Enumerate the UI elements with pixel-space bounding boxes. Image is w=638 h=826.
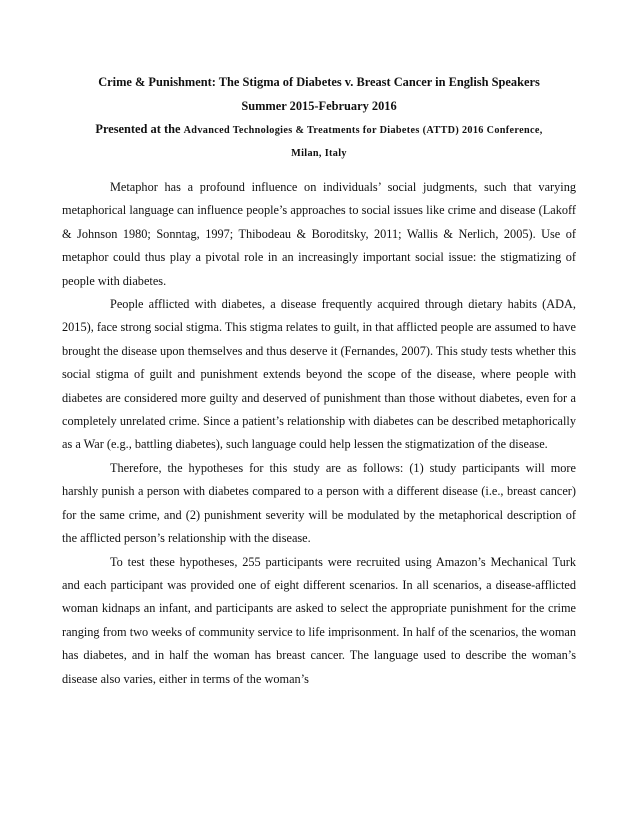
paragraph: To test these hypotheses, 255 participants were recruited using Amazon’s Mechanical Turk and each participant was provided one of eight different scenarios. In all scenarios, a disease-afflicted woman kidnaps an infant, and participants are asked to select the appropriate punishment for the crime ranging from two weeks of community service to life imprisonment. In half of the scenarios, the woman has diabetes, and in half the woman has breast cancer. The language used to describe the woman’s disease also varies, either in terms of the woman’s — [62, 554, 576, 686]
conference-location: Milan, Italy — [291, 148, 347, 159]
presented-prefix: Presented at the — [95, 122, 184, 136]
title-separator: : — [211, 75, 216, 89]
document-body — [62, 176, 576, 691]
paragraph: Therefore, the hypotheses for this study are as follows: (1) study participants will more harshly punish a person with diabetes compared to a person with a different disease (i.e., breast cancer) for the same crime, and (2) punishment severity will be modulated by the metaphorical description of the afflicted person’s relationship with the disease. — [62, 460, 576, 546]
conference-name: Advanced Technologies & Treatments for Diabetes (ATTD) 2016 Conference, — [183, 125, 543, 136]
document-header — [60, 74, 578, 170]
document-title — [60, 74, 578, 90]
paragraph: Metaphor has a profound influence on individuals’ social judgments, such that varying metaphorical language can influence people’s approaches to social issues like crime and disease (Lakoff & Johnson 1980; Sonntag, 1997; Thibodeau & Boroditsky, 2011; Wallis & Nerlich, 2005). Use of metaphor could thus play a pivotal role in an increasingly important social issue: the stigmatizing of people with diabetes. — [62, 180, 576, 288]
paragraph: People afflicted with diabetes, a disease frequently acquired through dietary habits (ADA, 2015), face strong social stigma. This stigma relates to guilt, in that afflicted people are assumed to have brought the disease upon themselves and thus deserve it (Fernandes, 2007). This study tests whether this social stigma of guilt and punishment extends beyond the scope of the disease, where people with diabetes are considered more guilty and deserved of punishment than those without diabetes, even for a completely unrelated crime. Since a patient’s relationship with diabetes can be described metaphorically as a War (e.g., battling diabetes), such language could help lessen the stigmatization of the disease. — [62, 297, 576, 452]
presentation-line — [60, 121, 578, 139]
title-part-1: Crime & Punishment — [98, 75, 212, 89]
title-part-2: The Stigma of Diabetes v. Breast Cancer in English Speakers — [215, 75, 540, 89]
date-range: Summer 2015-February 2016 — [241, 99, 397, 113]
